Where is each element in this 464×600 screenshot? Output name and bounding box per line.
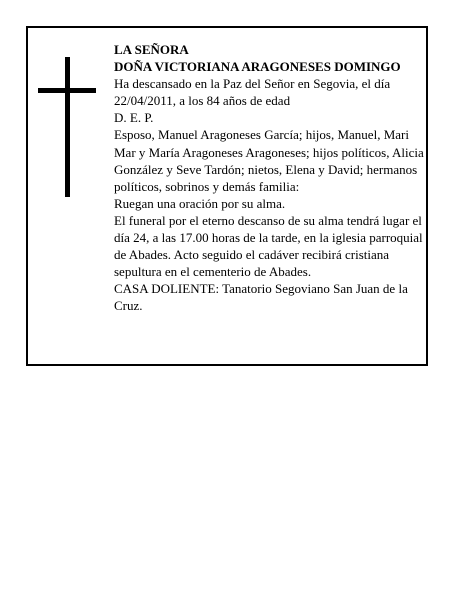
cross-horizontal-bar [38,88,96,93]
death-statement: Ha descansado en la Paz del Señor en Segovia, el día 22/04/2011, a los 84 años de edad [114,76,391,109]
cross-icon [38,57,96,197]
family-list: Esposo, Manuel Aragoneses García; hijos, Manuel, Mari Mar y María Aragoneses Aragoneses; hijos políticos, Alicia González y Seve Tardón; nietos, Elena y David; hermanos políticos, sobrinos y demás familia: [114,127,424,194]
obituary-notice [26,26,428,366]
deceased-name: DOÑA VICTORIANA ARAGONESES DOMINGO [114,59,401,75]
notice-text [114,41,426,315]
cross-vertical-bar [65,57,70,197]
mourning-house: CASA DOLIENTE: Tanatorio Segoviano San Juan de la Cruz. [114,281,408,314]
honorific: LA SEÑORA [114,42,189,57]
funeral-details: El funeral por el eterno descanso de su alma tendrá lugar el día 24, a las 17.00 horas de la tarde, en la iglesia parroquial de Abades. Acto seguido el cadáver recibirá cristiana sepultura en el cementerio de Abades. [114,212,423,280]
rip-line: D. E. P. [114,110,154,126]
prayer-request: Ruegan una oración por su alma. [114,195,286,211]
